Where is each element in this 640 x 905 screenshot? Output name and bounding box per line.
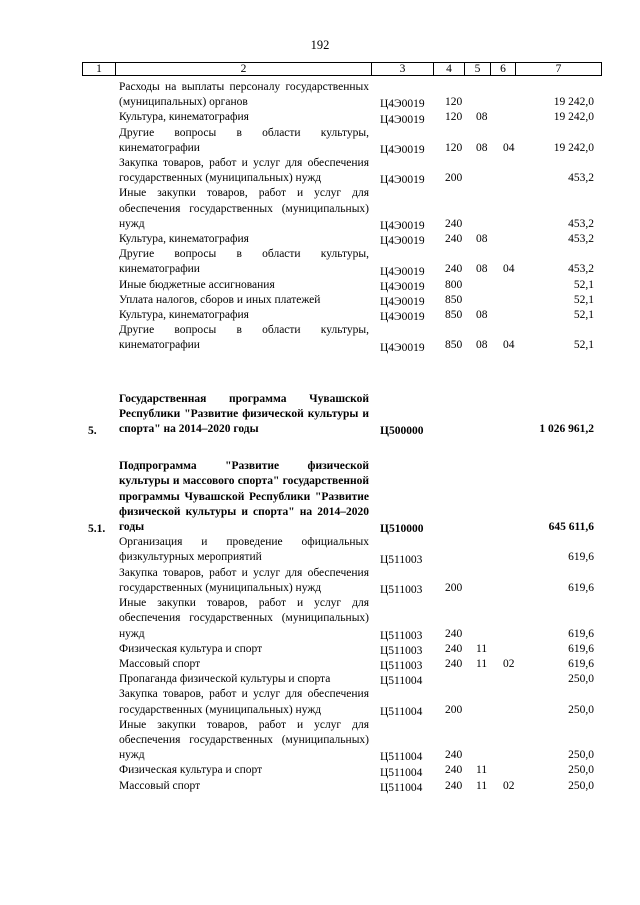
row-code: Ц500000 (380, 425, 424, 438)
row-code: Ц4Э0019 (380, 265, 425, 278)
row-amount: 619,6 (568, 657, 594, 670)
table-row (0, 80, 640, 110)
table-row (0, 718, 640, 764)
page-number: 192 (310, 38, 330, 52)
row-section: 11 (476, 764, 488, 777)
row-number: 5. (88, 425, 97, 438)
row-name: Расходы на выплаты персоналу государственных (муниципальных) органов (119, 81, 369, 109)
row-expense-type: 200 (445, 172, 463, 185)
row-expense-type: 240 (445, 217, 463, 230)
row-subsection: 04 (503, 141, 515, 154)
header-col-6: 6 (491, 63, 516, 75)
row-expense-type: 200 (445, 581, 463, 594)
row-code: Ц511004 (380, 705, 423, 718)
column-header-row (82, 62, 602, 76)
row-amount: 19 242,0 (553, 111, 594, 124)
table-row (0, 247, 640, 277)
row-code: Ц4Э0019 (380, 174, 425, 187)
row-code: Ц511003 (380, 629, 423, 642)
row-name: Массовый спорт (119, 779, 201, 792)
row-section: 08 (476, 339, 488, 352)
row-name: Закупка товаров, работ и услуг для обеспечения государственных (муниципальных) нужд (119, 566, 369, 594)
header-col-4: 4 (434, 63, 465, 75)
row-name: Массовый спорт (119, 657, 201, 670)
row-amount: 619,6 (568, 551, 594, 564)
row-code: Ц511004 (380, 675, 423, 688)
row-code: Ц511004 (380, 781, 423, 794)
row-name: Иные бюджетные ассигнования (119, 278, 275, 291)
row-name: Государственная программа Чувашской Республики "Развитие физической культуры и спорта" на 2014–2020 годы (119, 392, 369, 436)
table-row (0, 687, 640, 717)
row-amount: 52,1 (573, 293, 594, 306)
row-spacer (0, 354, 640, 392)
budget-table (0, 80, 640, 794)
header-col-7: 7 (555, 63, 562, 75)
row-name: Культура, кинематография (119, 309, 249, 322)
table-row (0, 186, 640, 232)
row-expense-type: 850 (445, 339, 463, 352)
table-row (0, 156, 640, 186)
row-section: 08 (476, 141, 488, 154)
row-code: Ц4Э0019 (380, 235, 425, 248)
header-col-5: 5 (465, 63, 491, 75)
row-amount: 1 026 961,2 (539, 423, 594, 436)
row-code: Ц511004 (380, 766, 423, 779)
row-amount: 619,6 (568, 642, 594, 655)
table-row (0, 293, 640, 308)
row-expense-type: 240 (445, 233, 463, 246)
table-row (0, 779, 640, 794)
header-col-3: 3 (372, 63, 434, 75)
row-amount: 453,2 (568, 217, 594, 230)
row-name: Иные закупки товаров, работ и услуг для обеспечения государственных (муниципальных) нужд (119, 187, 369, 230)
row-amount: 52,1 (573, 339, 594, 352)
row-name: Культура, кинематография (119, 111, 249, 124)
row-amount: 453,2 (568, 233, 594, 246)
row-name: Другие вопросы в области культуры, кинематографии (119, 248, 369, 276)
row-amount: 250,0 (568, 779, 594, 792)
row-code: Ц4Э0019 (380, 98, 425, 111)
row-spacer (0, 437, 640, 459)
row-section: 08 (476, 233, 488, 246)
table-row (0, 278, 640, 293)
row-section: 08 (476, 309, 488, 322)
table-row (0, 392, 640, 438)
row-expense-type: 200 (445, 703, 463, 716)
row-amount: 19 242,0 (553, 96, 594, 109)
row-amount: 52,1 (573, 309, 594, 322)
row-amount: 619,6 (568, 627, 594, 640)
header-col-2: 2 (116, 63, 372, 75)
row-amount: 619,6 (568, 581, 594, 594)
row-name: Иные закупки товаров, работ и услуг для обеспечения государственных (муниципальных) нужд (119, 597, 369, 640)
row-code: Ц4Э0019 (380, 341, 425, 354)
row-code: Ц4Э0019 (380, 280, 425, 293)
row-amount: 250,0 (568, 764, 594, 777)
row-expense-type: 120 (445, 96, 463, 109)
table-row (0, 323, 640, 353)
row-name: Пропаганда физической культуры и спорта (119, 673, 331, 686)
table-row (0, 763, 640, 778)
row-name: Закупка товаров, работ и услуг для обеспечения государственных (муниципальных) нужд (119, 157, 369, 185)
row-subsection: 02 (503, 779, 515, 792)
table-row (0, 535, 640, 565)
row-code: Ц4Э0019 (380, 296, 425, 309)
row-code: Ц511003 (380, 660, 423, 673)
row-expense-type: 240 (445, 749, 463, 762)
row-amount: 250,0 (568, 703, 594, 716)
row-section: 11 (476, 779, 488, 792)
row-name: Уплата налогов, сборов и иных платежей (119, 293, 321, 306)
row-section: 08 (476, 111, 488, 124)
row-amount: 645 611,6 (548, 521, 594, 534)
row-code: Ц511003 (380, 553, 423, 566)
table-row (0, 110, 640, 125)
row-subsection: 02 (503, 657, 515, 670)
row-amount: 19 242,0 (553, 141, 594, 154)
row-section: 08 (476, 263, 488, 276)
table-row (0, 308, 640, 323)
row-name: Физическая культура и спорт (119, 764, 263, 777)
row-name: Организация и проведение официальных физкультурных мероприятий (119, 536, 369, 564)
row-subsection: 04 (503, 263, 515, 276)
row-expense-type: 240 (445, 627, 463, 640)
row-expense-type: 850 (445, 309, 463, 322)
row-code: Ц511003 (380, 644, 423, 657)
header-col-1: 1 (83, 63, 116, 75)
row-expense-type: 240 (445, 263, 463, 276)
row-section: 11 (476, 642, 488, 655)
table-row (0, 126, 640, 156)
row-name: Подпрограмма "Развитие физической культуры и массового спорта" государственной программы Чувашской Республики "Развитие физической культуры и спорта" на 2014–2020 годы (119, 460, 369, 534)
table-row (0, 459, 640, 535)
row-expense-type: 240 (445, 642, 463, 655)
table-row (0, 566, 640, 596)
row-expense-type: 240 (445, 779, 463, 792)
row-name: Другие вопросы в области культуры, кинематографии (119, 126, 369, 154)
row-amount: 250,0 (568, 673, 594, 686)
table-row (0, 657, 640, 672)
row-name: Физическая культура и спорт (119, 642, 263, 655)
row-name: Иные закупки товаров, работ и услуг для обеспечения государственных (муниципальных) нужд (119, 718, 369, 762)
row-code: Ц511003 (380, 584, 423, 597)
row-expense-type: 850 (445, 293, 463, 306)
row-code: Ц4Э0019 (380, 311, 425, 324)
row-expense-type: 800 (445, 278, 463, 291)
row-expense-type: 240 (445, 657, 463, 670)
row-name: Другие вопросы в области культуры, кинематографии (119, 324, 369, 352)
row-code: Ц4Э0019 (380, 220, 425, 233)
row-code: Ц511004 (380, 751, 423, 764)
row-code: Ц510000 (380, 523, 424, 536)
row-section: 11 (476, 657, 488, 670)
row-code: Ц4Э0019 (380, 144, 425, 157)
row-amount: 453,2 (568, 172, 594, 185)
row-amount: 52,1 (573, 278, 594, 291)
row-expense-type: 120 (445, 111, 463, 124)
table-row (0, 596, 640, 642)
row-code: Ц4Э0019 (380, 113, 425, 126)
row-expense-type: 120 (445, 141, 463, 154)
row-name: Закупка товаров, работ и услуг для обеспечения государственных (муниципальных) нужд (119, 688, 369, 716)
row-name: Культура, кинематография (119, 233, 249, 246)
row-amount: 453,2 (568, 263, 594, 276)
table-row (0, 642, 640, 657)
table-row (0, 232, 640, 247)
row-expense-type: 240 (445, 764, 463, 777)
row-subsection: 04 (503, 339, 515, 352)
table-row (0, 672, 640, 687)
row-number: 5.1. (88, 523, 106, 536)
row-amount: 250,0 (568, 749, 594, 762)
